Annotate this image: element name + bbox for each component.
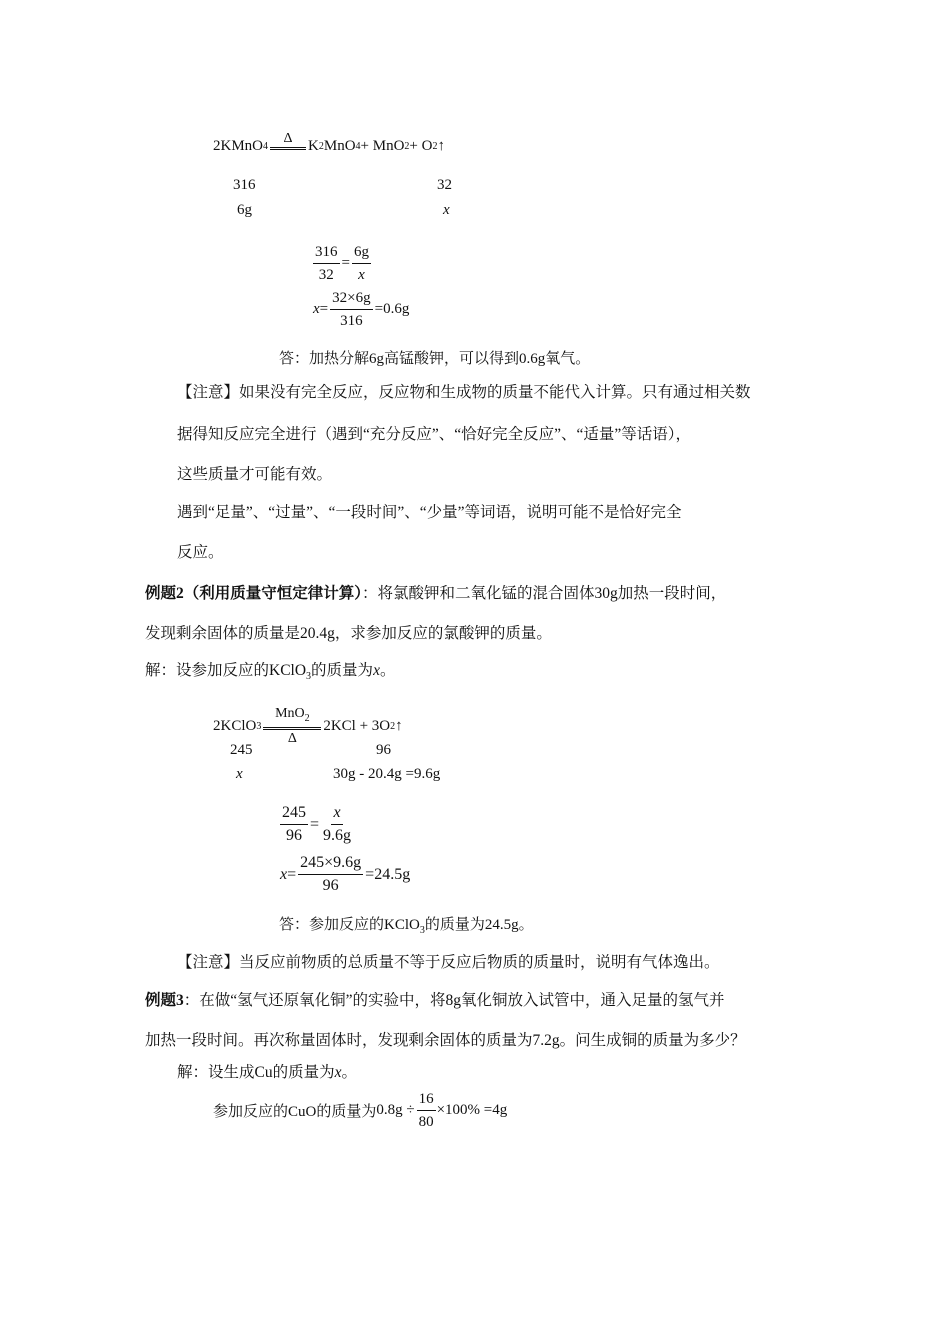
ratio-equation-2: $\frac{245}{96}$ = $\frac{x}{9.6g}$: [282, 804, 352, 844]
answer-2: 答：参加反应的KClO$_3$的质量为24.5g。: [279, 917, 534, 936]
note-1-line-5: 反应。: [177, 544, 224, 561]
example-3-line-2: 加热一段时间。再次称量固体时，发现剩余固体的质量为7.2g。问生成铜的质量为多少？: [145, 1032, 746, 1049]
example-2-line-2: 发现剩余固体的质量是20.4g，求参加反应的氯酸钾的质量。: [145, 625, 552, 642]
example-3-title: 例题3：在做“氢气还原氧化铜”的实验中，将8g氧化铜放入试管中，通入足量的氢气并: [145, 992, 725, 1009]
reaction-condition: Δ: [270, 130, 306, 150]
ratio-equation: $\frac{316}{32}$ = $\frac{6g}{x}$: [315, 244, 369, 283]
note-1-line-1: 【注意】如果没有完全反应，反应物和生成物的质量不能代入计算。只有通过相关数: [177, 384, 751, 401]
example-2-solve-intro: 解：设参加反应的KClO$_3$的质量为x。: [145, 662, 396, 682]
equation-kmno4: 2KMnO 4 Δ K 2 MnO 4 + MnO 2 + O 2 ↑: [213, 130, 445, 154]
solve-equation-2: x = $\frac{245\times 9.6g}{96}$ =24.5g: [280, 854, 411, 894]
given-mass-left-2: x: [236, 766, 243, 782]
example-3-solve-intro: 解：设生成Cu的质量为x。: [177, 1064, 357, 1081]
note-1-line-2: 据得知反应完全进行（遇到“充分反应”、“恰好完全反应”、“适量”等话语），: [177, 426, 692, 443]
answer-1: 答：加热分解6g高锰酸钾，可以得到0.6g氧气。: [279, 351, 591, 367]
equation-kclo3: 2KClO 3 MnO$_2$ Δ 2KCl + 3O 2 ↑: [213, 706, 403, 746]
given-mass-right: x: [443, 202, 450, 218]
given-mass-left: 6g: [237, 202, 252, 218]
example-2-title: 例题2（利用质量守恒定律计算）：将氯酸钾和二氧化锰的混合固体30g加热一段时间，: [145, 585, 727, 602]
solve-equation: x = $\frac{32\times 6g}{316}$ =0.6g: [313, 290, 410, 329]
note-1-line-4: 遇到“足量”、“过量”、“一段时间”、“少量”等词语，说明可能不是恰好完全: [177, 504, 682, 521]
molar-mass-right: 32: [437, 177, 452, 193]
reaction-condition-2: MnO$_2$ Δ: [263, 705, 321, 747]
molar-mass-left-2: 245: [230, 742, 253, 758]
given-mass-right-2: 30g - 20.4g =9.6g: [333, 766, 441, 782]
example-3-calculation: 参加反应的CuO的质量为 0.8g ÷ $\frac{16}{80}$ ×100% =4g: [213, 1091, 508, 1130]
note-1-line-3: 这些质量才可能有效。: [177, 466, 333, 483]
molar-mass-left: 316: [233, 177, 256, 193]
molar-mass-right-2: 96: [376, 742, 391, 758]
note-2: 【注意】当反应前物质的总质量不等于反应后物质的质量时，说明有气体逸出。: [177, 954, 720, 971]
